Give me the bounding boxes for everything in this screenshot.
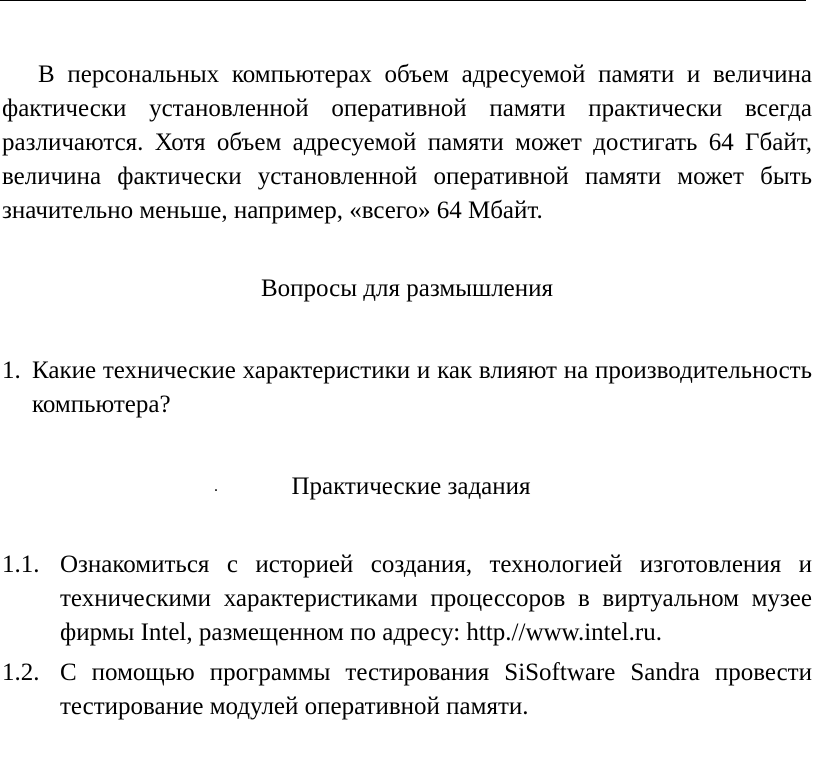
task-item	[2, 548, 812, 650]
task-text: Ознакомиться с историей создания, технологией изготовления и техническими характеристиками процессоров в виртуальном музее фирмы Intel, размещенном по адресу: http.//www.intel.ru.	[60, 551, 812, 646]
task-number: 1.1.	[2, 551, 40, 578]
question-item	[2, 354, 812, 422]
question-text: Какие технические характеристики и как влияют на производительность компьютера?	[32, 357, 812, 418]
intro-paragraph: В персональных компьютерах объем адресуемой памяти и величина фактически установленной оперативной памяти практически всегда различаются. Хотя объем адресуемой памяти может достигать 64 Гбайт, величина фактически установленной оперативной памяти может быть значительно меньше, например, «всего» 64 Мбайт.	[2, 61, 812, 224]
document-page	[2, 58, 812, 724]
tasks-heading-marker: .	[214, 478, 218, 495]
tasks-heading-block	[6, 470, 816, 504]
top-rule	[0, 0, 806, 1]
task-item	[2, 656, 812, 724]
task-text: С помощью программы тестирования SiSoftware Sandra провести тестирование модулей оперативной памяти.	[60, 659, 812, 720]
questions-heading: Вопросы для размышления	[260, 275, 554, 302]
task-number: 1.2.	[2, 659, 40, 686]
tasks-heading: Практические задания	[291, 473, 531, 500]
question-number: 1.	[2, 357, 21, 384]
